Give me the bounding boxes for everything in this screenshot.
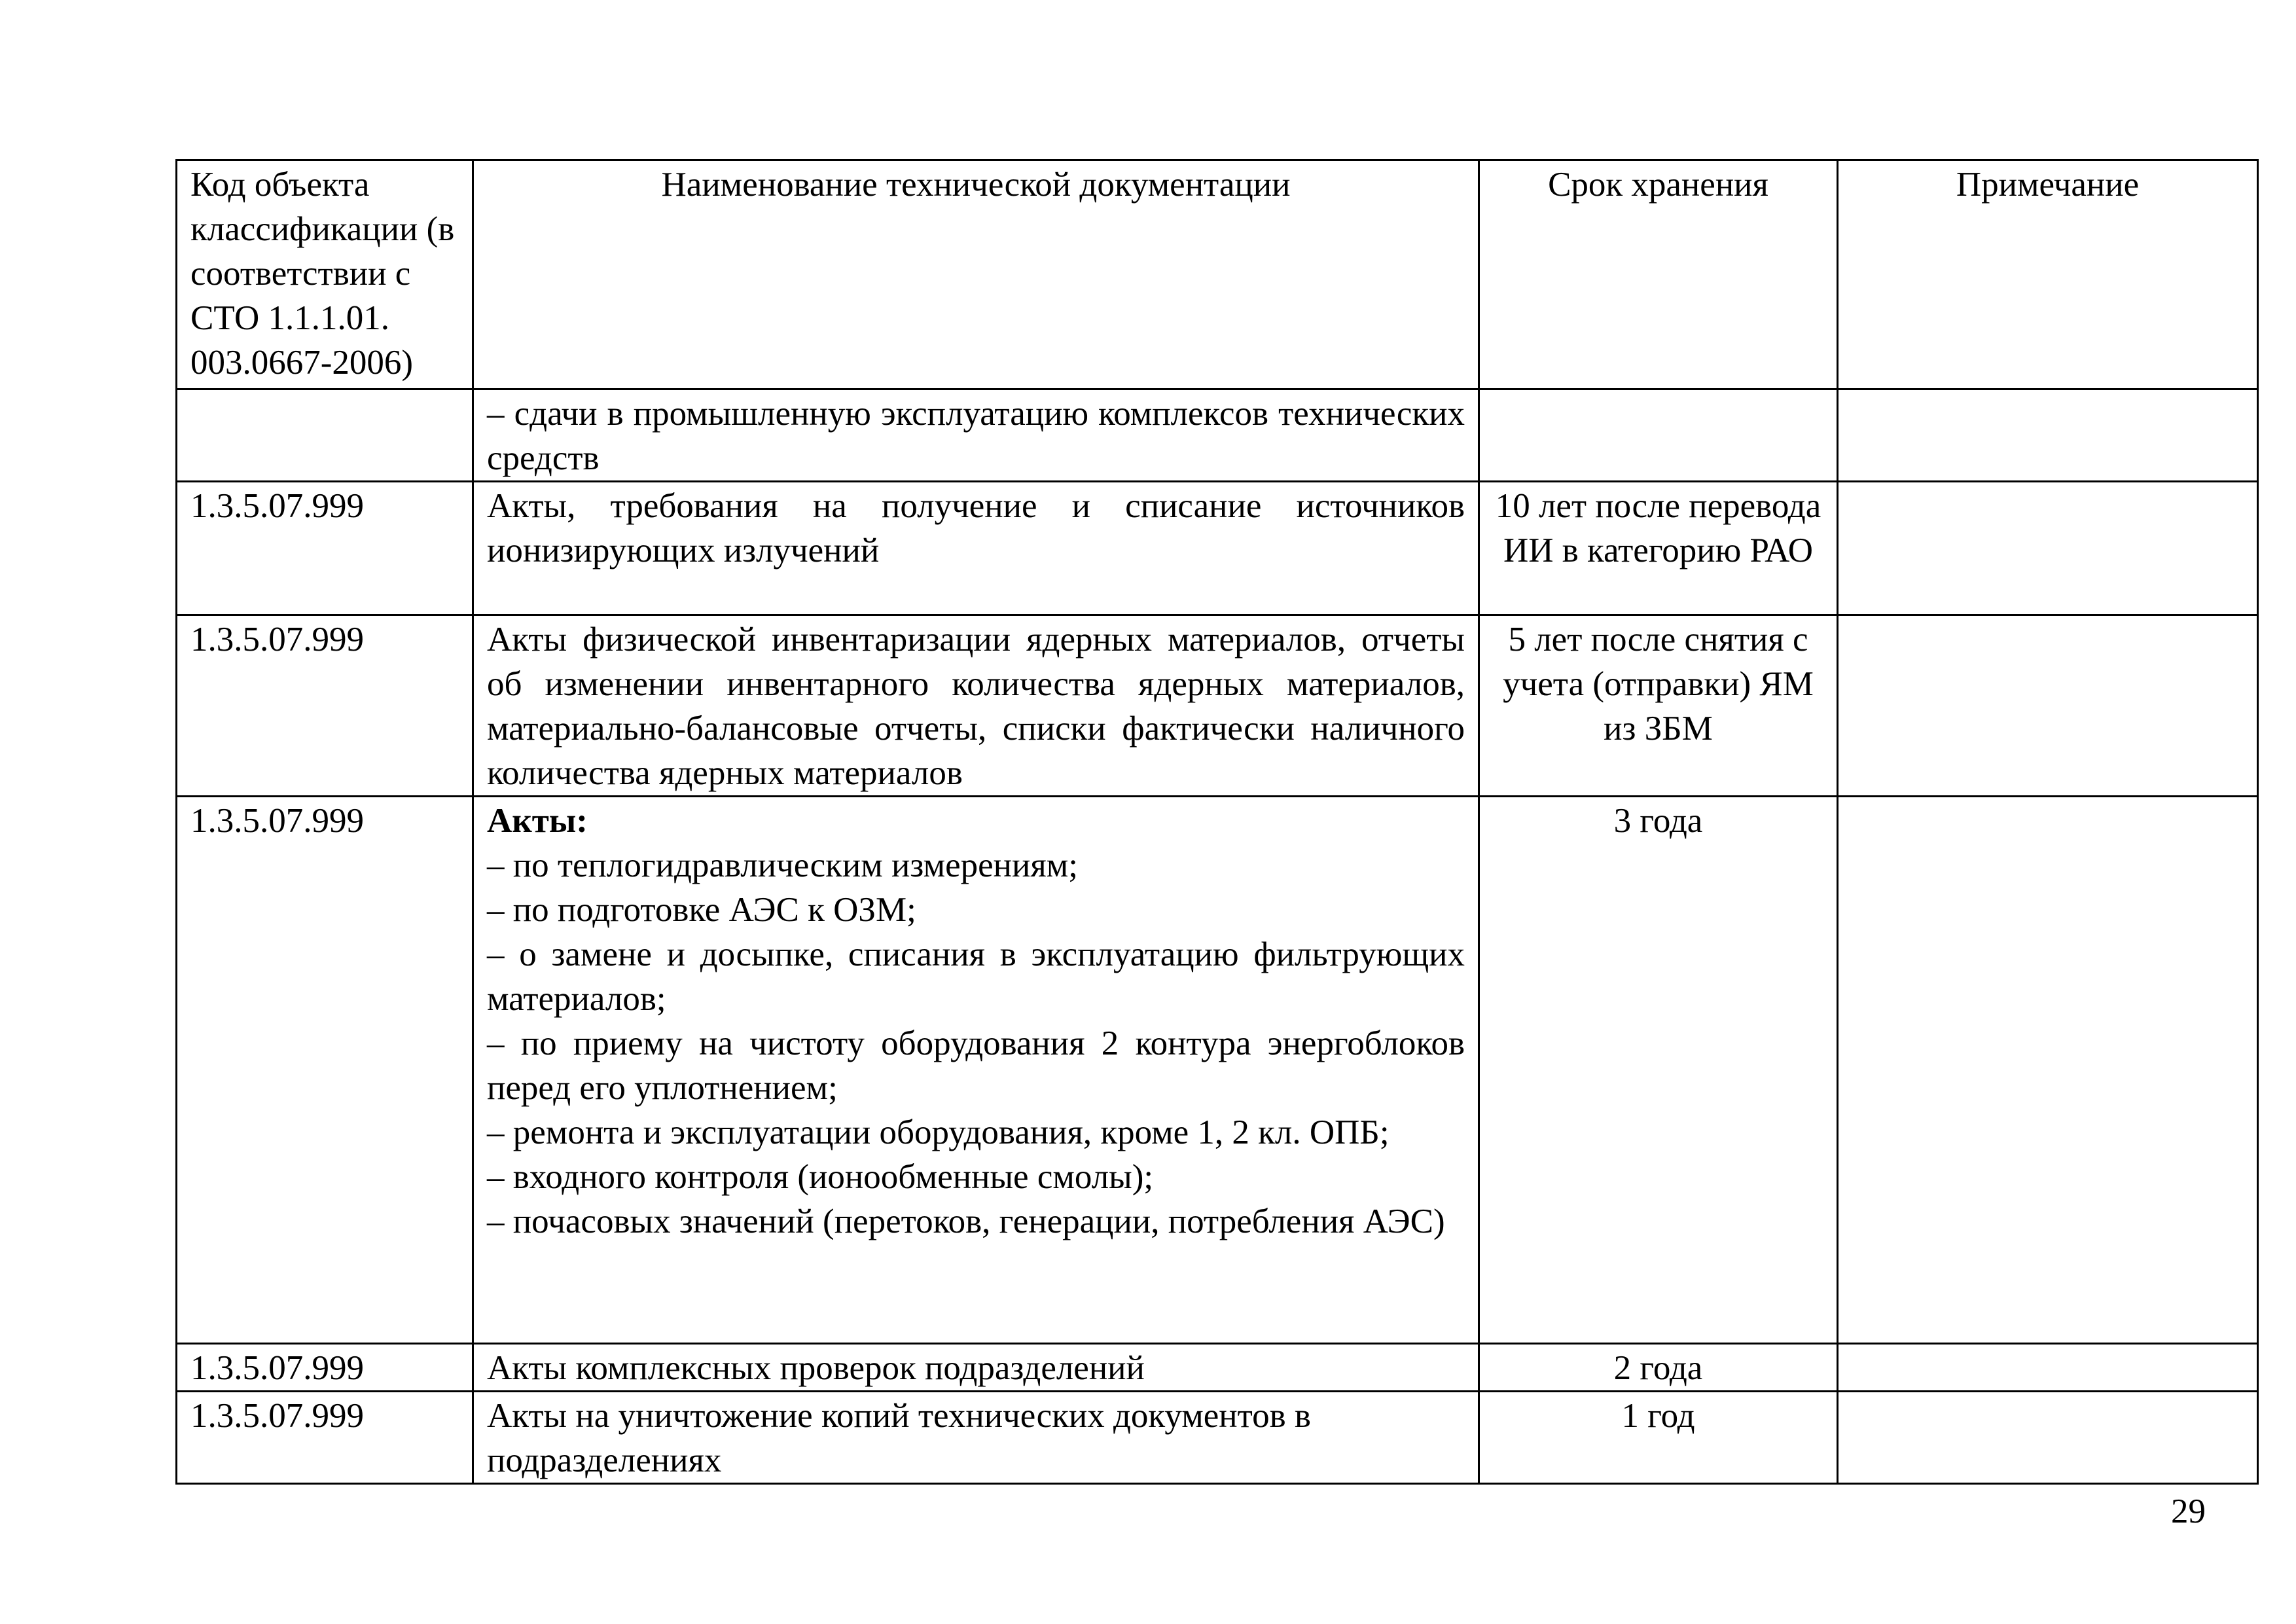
- code-cell: 1.3.5.07.999: [177, 797, 473, 1344]
- term-cell: 2 года: [1479, 1344, 1838, 1392]
- acts-list-item: – по подготовке АЭС к ОЗМ;: [487, 891, 916, 929]
- acts-list-item: – ремонта и эксплуатации оборудования, кроме 1, 2 кл. ОПБ;: [487, 1113, 1390, 1151]
- term-cell: 10 лет после перевода ИИ в категорию РАО: [1479, 482, 1838, 615]
- table-row: [177, 615, 2258, 797]
- code-cell: 1.3.5.07.999: [177, 482, 473, 615]
- note-cell: [1838, 797, 2258, 1344]
- table-header-row: [177, 160, 2258, 389]
- header-note: Примечание: [1838, 160, 2258, 389]
- table-row: [177, 482, 2258, 615]
- note-cell: [1838, 1344, 2258, 1392]
- name-cell: Акты физической инвентаризации ядерных материалов, отчеты об изменении инвентарного количества ядерных материалов, материально-балансовые отчеты, списки фактически наличного количества ядерных материалов: [473, 615, 1479, 797]
- acts-list-item: – входного контроля (ионообменные смолы);: [487, 1158, 1154, 1196]
- acts-list-item: – почасовых значений (перетоков, генерации, потребления АЭС): [487, 1202, 1445, 1240]
- documentation-retention-table: [175, 159, 2259, 1485]
- acts-list-item: – о замене и досыпке, списания в эксплуатацию фильтрующих материалов;: [487, 935, 1465, 1018]
- table-row: [177, 797, 2258, 1344]
- page-number: 29: [2171, 1492, 2206, 1530]
- note-cell: [1838, 615, 2258, 797]
- header-code: Код объекта классификации (в соответствии с СТО 1.1.1.01. 003.0667-2006): [177, 160, 473, 389]
- header-name: Наименование технической документации: [473, 160, 1479, 389]
- code-cell: [177, 389, 473, 482]
- term-cell: 5 лет после снятия с учета (отправки) ЯМ из ЗБМ: [1479, 615, 1838, 797]
- code-cell: 1.3.5.07.999: [177, 615, 473, 797]
- name-cell: – сдачи в промышленную эксплуатацию комплексов технических средств: [473, 389, 1479, 482]
- name-cell: Акты комплексных проверок подразделений: [473, 1344, 1479, 1392]
- header-term: Срок хранения: [1479, 160, 1838, 389]
- table-row: [177, 389, 2258, 482]
- note-cell: [1838, 482, 2258, 615]
- note-cell: [1838, 1392, 2258, 1484]
- name-cell: Акты, требования на получение и списание источников ионизирующих излучений: [473, 482, 1479, 615]
- code-cell: 1.3.5.07.999: [177, 1344, 473, 1392]
- term-cell: [1479, 389, 1838, 482]
- name-cell: Акты на уничтожение копий технических документов в подразделениях: [473, 1392, 1479, 1484]
- acts-list-item: – по приему на чистоту оборудования 2 контура энергоблоков перед его уплотнением;: [487, 1024, 1465, 1107]
- table-row: [177, 1344, 2258, 1392]
- note-cell: [1838, 389, 2258, 482]
- term-cell: 3 года: [1479, 797, 1838, 1344]
- acts-list-item: – по теплогидравлическим измерениям;: [487, 846, 1079, 884]
- code-cell: 1.3.5.07.999: [177, 1392, 473, 1484]
- acts-title: Акты:: [487, 802, 588, 840]
- name-cell: [473, 797, 1479, 1344]
- term-cell: 1 год: [1479, 1392, 1838, 1484]
- table-row: [177, 1392, 2258, 1484]
